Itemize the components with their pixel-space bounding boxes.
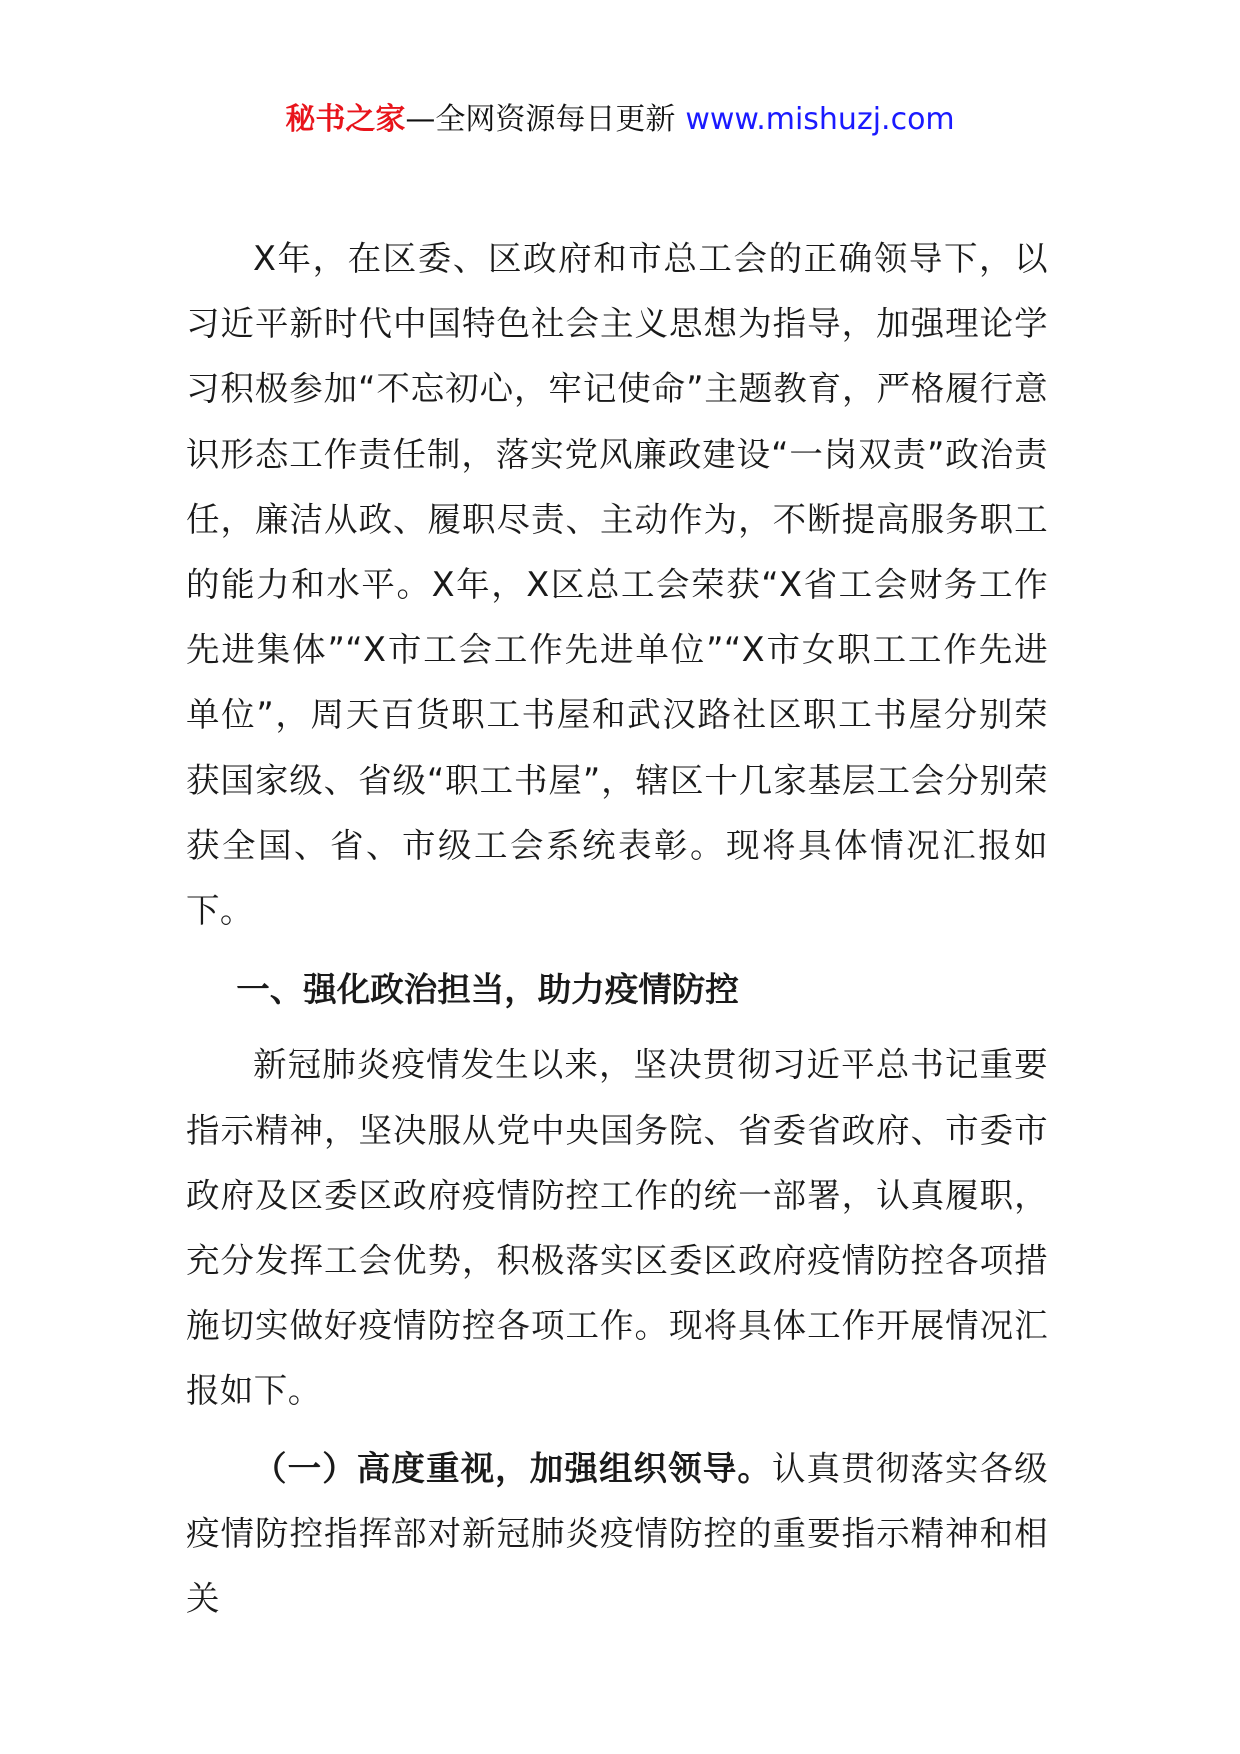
intro-paragraph: X年，在区委、区政府和市总工会的正确领导下，以习近平新时代中国特色社会主义思想为指导，加强理论学习积极参加“不忘初心，牢记使命”主题教育，严格履行意识形态工作责任制，落实党风廉政建设“一岗双责”政治责任，廉洁从政、履职尽责、主动作为，不断提高服务职工的能力和水平。X年，X区总工会荣获“X省工会财务工作先进集体”“X市工会工作先进单位”“X市女职工工作先进单位”，周天百货职工书屋和武汉路社区职工书屋分别荣获国家级、省级“职工书屋”，辖区十几家基层工会分别荣获全国、省、市级工会系统表彰。现将具体情况汇报如下。 (186, 239, 1048, 931)
brand-name: 秘书之家 (285, 102, 406, 137)
subsection-paragraph-1 (186, 1436, 1048, 1632)
section-heading-1: 一、强化政治担当，助力疫情防控 (236, 970, 739, 1010)
header-tagline: —全网资源每日更新 (405, 102, 676, 137)
site-url[interactable]: www.mishuzj.com (685, 102, 955, 137)
document-body (186, 226, 1048, 1631)
subsection-lead: （一）高度重视，加强组织领导。 (253, 1448, 772, 1488)
site-header (0, 100, 1240, 140)
subsection-text: 认真贯彻落实各级疫情防控指挥部对新冠肺炎疫情防控的重要指示精神和相关 (186, 1448, 1049, 1619)
section-paragraph-1: 新冠肺炎疫情发生以来，坚决贯彻习近平总书记重要指示精神，坚决服从党中央国务院、省委省政府、市委市政府及区委区政府疫情防控工作的统一部署，认真履职，充分发挥工会优势，积极落实区委区政府疫情防控各项措施切实做好疫情防控各项工作。现将具体工作开展情况汇报如下。 (186, 1045, 1048, 1411)
